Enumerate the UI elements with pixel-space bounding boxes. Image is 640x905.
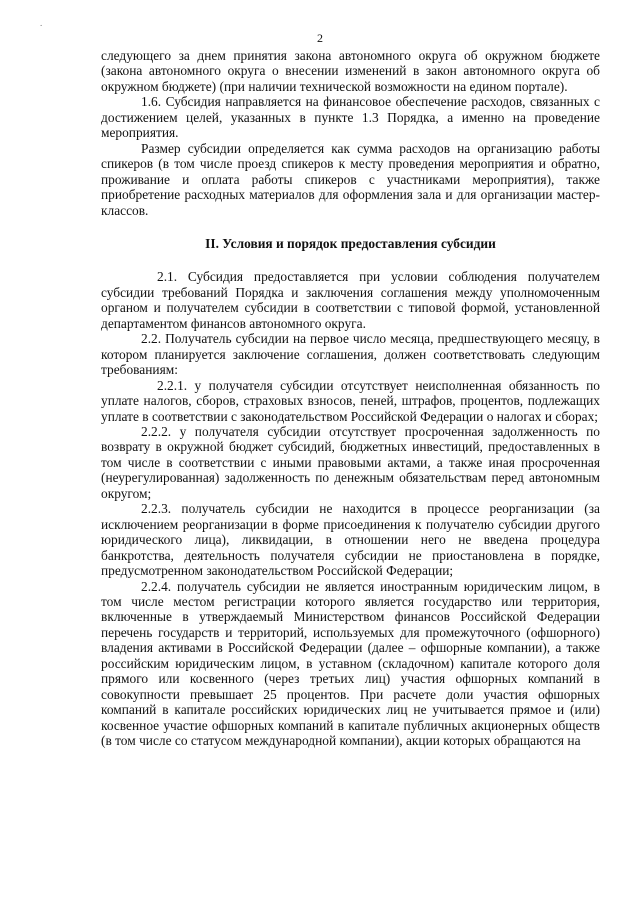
paragraph-2-2-3: 2.2.3. получатель субсидии не находится в процессе реорганизации (за исключением реорганизации в форме присоединения к получателю субсидии другого юридического лица), ликвидации, в отношении него не введена процедура банкротства, деятельность получателя субсидии не приостановлена в порядке, предусмотренном законодательством Российской Федерации; — [101, 501, 600, 579]
paragraph-continuation: следующего за днем принятия закона автономного округа об окружном бюджете (закона автономного округа о внесении изменений в закон автономного округа об окружном бюджете) (при наличии технической возможности на едином портале). — [101, 48, 600, 94]
paragraph-1-6: 1.6. Субсидия направляется на финансовое обеспечение расходов, связанных с достижением целей, указанных в пункте 1.3 Порядка, а именно на проведение мероприятия. — [101, 94, 600, 141]
paragraph-2-2-1: 2.2.1. у получателя субсидии отсутствует неисполненная обязанность по уплате налогов, сборов, страховых взносов, пеней, штрафов, процентов, подлежащих уплате в соответствии с законодательством Российской Федерации о налогах и сборах; — [101, 377, 600, 424]
section-heading: II. Условия и порядок предоставления субсидии — [205, 235, 496, 251]
scan-mark: . — [40, 18, 43, 28]
paragraph-2-2-4: 2.2.4. получатель субсидии не является иностранным юридическим лицом, в том числе местом регистрации которого является государство или территория, включенные в утверждаемый Министерством финансов Российской Федерации перечень государств и территорий, используемых для промежуточного (офшорного) владения активами в Российской Федерации (далее – офшорные компании), а также российским юридическим лицом, в уставном (складочном) капитале которого доля прямого или косвенного (через третьих лиц) участия офшорных компаний в совокупности превышает 25 процентов. При расчете доли участия офшорных компаний в капитале российских юридических лиц не учитывается прямое и (или) косвенное участие офшорных компаний в капитале публичных акционерных обществ (в том числе со статусом международной компании), акции которых обращаются на — [101, 578, 600, 749]
page-number: 2 — [317, 31, 323, 45]
paragraph-subsidy-size: Размер субсидии определяется как сумма расходов на организацию работы спикеров (в том числе проезд спикеров к месту проведения мероприятия и обратно, проживание и оплата работы спикеров с участниками мероприятия), также приобретение расходных материалов для оформления зала и для организации мастер-классов. — [101, 140, 600, 218]
paragraph-2-2: 2.2. Получатель субсидии на первое число месяца, предшествующего месяцу, в котором планируется заключение соглашения, должен соответствовать следующим требованиям: — [101, 331, 600, 378]
paragraph-2-1: 2.1. Субсидия предоставляется при условии соблюдения получателем субсидии требований Порядка и заключения соглашения между уполномоченным органом и получателем субсидии в соответствии с типовой формой, установленной департаментом финансов автономного округа. — [101, 269, 600, 331]
paragraph-2-2-2: 2.2.2. у получателя субсидии отсутствует просроченная задолженность по возврату в окружной бюджет субсидий, бюджетных инвестиций, предоставленных в том числе в соответствии с иными правовыми актами, а также иная просроченная (неурегулированная) задолженность по денежным обязательствам перед автономным округом; — [101, 423, 600, 501]
document-body — [101, 48, 600, 748]
